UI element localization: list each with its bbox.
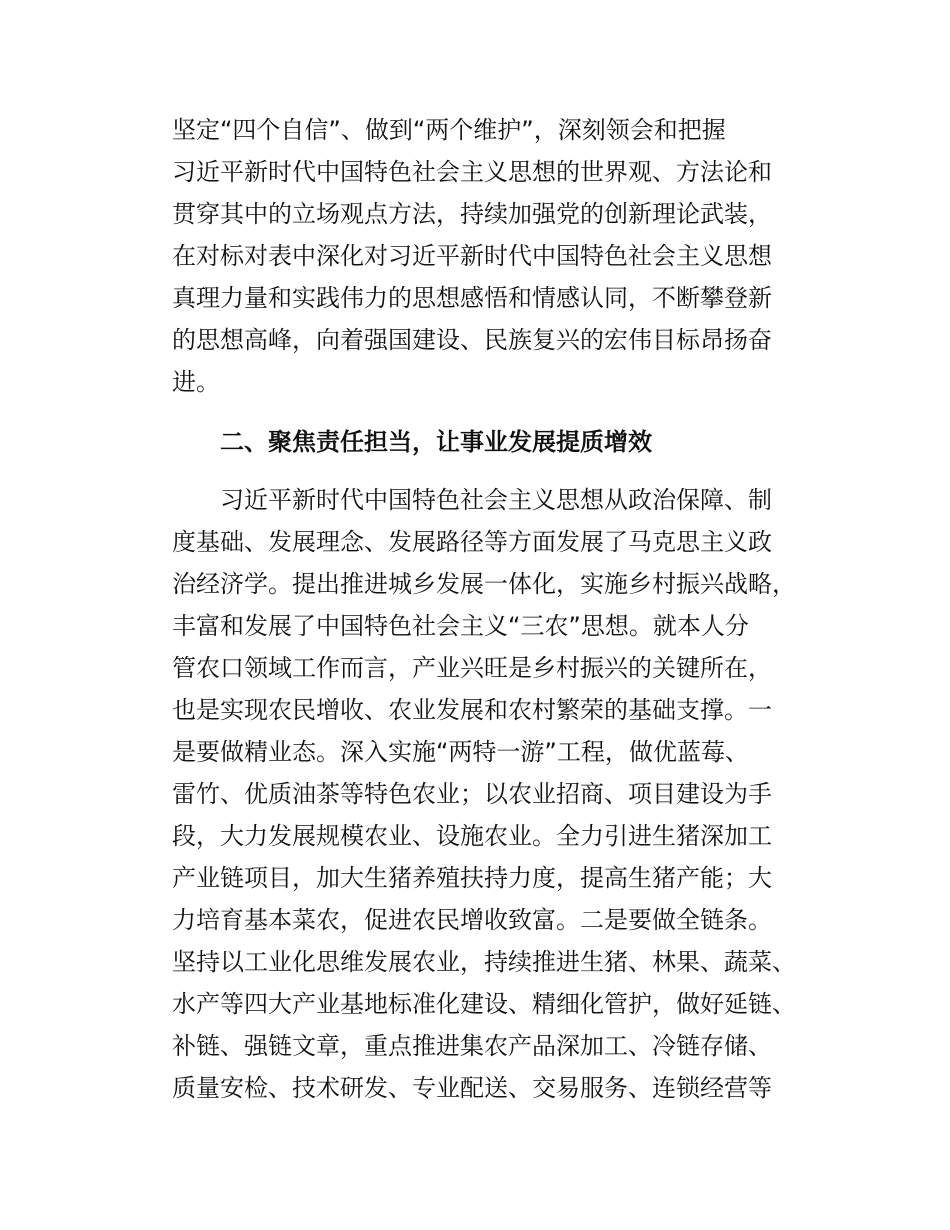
text-line: 也是实现农民增收、农业发展和农村繁荣的基础支撑。一: [172, 696, 772, 724]
text-line: 在对标对表中深化对习近平新时代中国特色社会主义思想: [172, 242, 772, 270]
text-line: 习近平新时代中国特色社会主义思想的世界观、方法论和: [172, 158, 772, 186]
text-line: 坚定“四个自信”、做到“两个维护”，深刻领会和把握: [172, 116, 726, 144]
text-line: 段，大力发展规模农业、设施农业。全力引进生猪深加工: [172, 822, 772, 850]
text-line: 进。: [172, 368, 220, 396]
text-line: 丰富和发展了中国特色社会主义“三农”思想。就本人分: [172, 612, 749, 640]
text-line: 雷竹、优质油茶等特色农业；以农业招商、项目建设为手: [172, 780, 772, 808]
text-line: 水产等四大产业基地标准化建设、精细化管护，做好延链、: [172, 990, 796, 1018]
text-line: 的思想高峰，向着强国建设、民族复兴的宏伟目标昂扬奋: [172, 326, 772, 354]
text-line: 治经济学。提出推进城乡发展一体化，实施乡村振兴战略，: [172, 570, 796, 598]
text-line: 坚持以工业化思维发展农业，持续推进生猪、林果、蔬菜、: [172, 948, 796, 976]
text-line: 补链、强链文章，重点推进集农产品深加工、冷链存储、: [172, 1032, 772, 1060]
text-line: 管农口领域工作而言，产业兴旺是乡村振兴的关键所在，: [172, 654, 772, 682]
text-line: 习近平新时代中国特色社会主义思想从政治保障、制: [220, 486, 772, 514]
text-line: 贯穿其中的立场观点方法，持续加强党的创新理论武装，: [172, 200, 772, 228]
text-line: 度基础、发展理念、发展路径等方面发展了马克思主义政: [172, 528, 772, 556]
text-line: 产业链项目，加大生猪养殖扶持力度，提高生猪产能；大: [172, 864, 772, 892]
text-line: 是要做精业态。深入实施“两特一游”工程，做优蓝莓、: [172, 738, 749, 766]
section-heading: 二、聚焦责任担当，让事业发展提质增效: [220, 428, 652, 456]
text-line: 力培育基本菜农，促进农民增收致富。二是要做全链条。: [172, 906, 772, 934]
text-line: 质量安检、技术研发、专业配送、交易服务、连锁经营等: [172, 1074, 772, 1102]
text-line: 真理力量和实践伟力的思想感悟和情感认同，不断攀登新: [172, 284, 772, 312]
